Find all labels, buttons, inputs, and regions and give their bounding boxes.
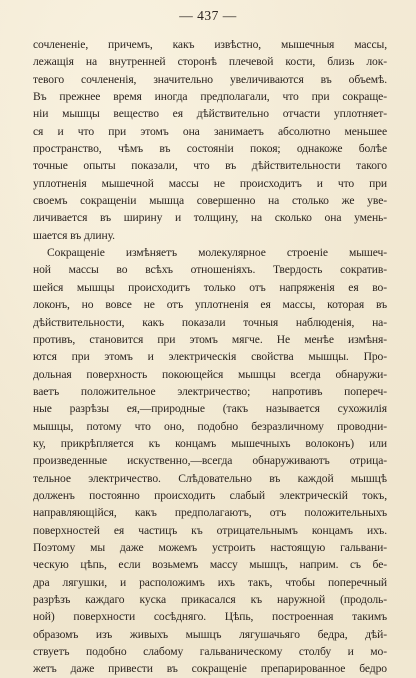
text-line: точные опыты показали, что въ дѣйствительности такого <box>33 159 387 173</box>
text-line: разрѣзъ каждаго куска прикасался къ наружной (продоль- <box>33 593 387 606</box>
text-line: сочлененіе, причемъ, какъ извѣстно, мышечныя массы, <box>33 38 387 51</box>
text-line: пространство, чѣмъ въ состояніи покоя; однакоже болѣе <box>33 142 387 156</box>
text-line: произведенные искуственно,—всегда обнаруживаютъ отрица- <box>33 454 387 468</box>
text-line: лежащія на внутренней сторонѣ плечевой кости, близь лок- <box>33 55 387 69</box>
text-line: ные разрѣзы ея,—природные (такъ называется сухожилія <box>33 402 387 416</box>
text-line: шейся мышцы происходитъ только отъ напряженія ея во- <box>33 280 387 294</box>
text-line: долженъ постоянно происходить слабый электрическій токъ, <box>33 488 387 502</box>
text-line: дѣйствительности, какъ показали точныя наблюденія, на- <box>33 315 387 329</box>
text-line: противъ, становится при этомъ мягче. Не менѣе измѣня- <box>33 332 387 346</box>
text-line: локонъ, но вовсе не отъ уплотненія ея массы, которая въ <box>33 298 387 312</box>
text-line: своемъ сокращеніи мышца совершенно на столько же уве- <box>33 194 387 208</box>
text-line: дра лягушки, и расположимъ ихъ такъ, чтобы поперечный <box>33 575 387 589</box>
text-line: Поэтому мы даже можемъ устроить настоящую гальвани- <box>33 540 387 554</box>
text-line: поверхностей ея частицъ къ отрицательнымъ концамъ ихъ. <box>33 523 387 537</box>
body-text <box>33 36 387 678</box>
text-line: уплотненія мышечной массы не происходитъ и что при <box>33 176 387 190</box>
text-line: ку, прикрѣпляется къ концамъ мышечныхъ волоконъ) или <box>33 436 387 450</box>
page-number: — 437 — <box>179 8 237 23</box>
text-line: ся и что при этомъ она занимаетъ абсолютно меньшее <box>33 124 387 138</box>
text-line: личивается въ ширину и толщину, на сколько она умень- <box>33 211 387 225</box>
text-line: шается въ длину. <box>33 228 115 242</box>
text-line: тевого сочлененія, значительно увеличиваются въ объемѣ. <box>33 72 387 86</box>
text-line: направляющійся, какъ предполагаютъ, отъ положительныхъ <box>33 506 387 520</box>
text-line: мышцы, потому что оно, подобно безразличному проводни- <box>33 419 387 433</box>
text-line: ной массы во всѣхъ отношеніяхъ. Твердость сократив- <box>33 263 387 277</box>
text-line: тельное электричество. Слѣдовательно въ каждой мышцѣ <box>33 471 387 485</box>
text-line: Сокращеніе измѣняетъ молекулярное строеніе мышеч- <box>47 246 387 260</box>
text-line: ніи мышцы вещество ея дѣйствительно отчасти уплотняет- <box>33 107 387 121</box>
text-line: ваетъ положительное электричество; напротивъ попереч- <box>33 384 387 398</box>
text-line: ной) поверхности сосѣдняго. Цѣпь, построенная такимъ <box>33 610 387 624</box>
text-line: Въ прежнее время иногда предполагали, что при сокраще- <box>33 90 387 104</box>
text-line: ются при этомъ и электрическія свойства мышцы. Про- <box>33 350 387 364</box>
text-line: дольная поверхность покоющейся мышцы всегда обнаружи- <box>33 367 387 381</box>
text-line: образомъ изъ живыхъ мышцъ лягушачьяго бедра, дѣй- <box>33 627 387 641</box>
text-line: ствуетъ подобно слабому гальваническому столбу и мо- <box>33 645 387 659</box>
text-line: ческую цѣпь, если возьмемъ массу мышцъ, наприм. съ бе- <box>33 558 387 572</box>
text-line: жетъ даже привести въ сокращеніе препарированное бедро <box>33 662 387 676</box>
